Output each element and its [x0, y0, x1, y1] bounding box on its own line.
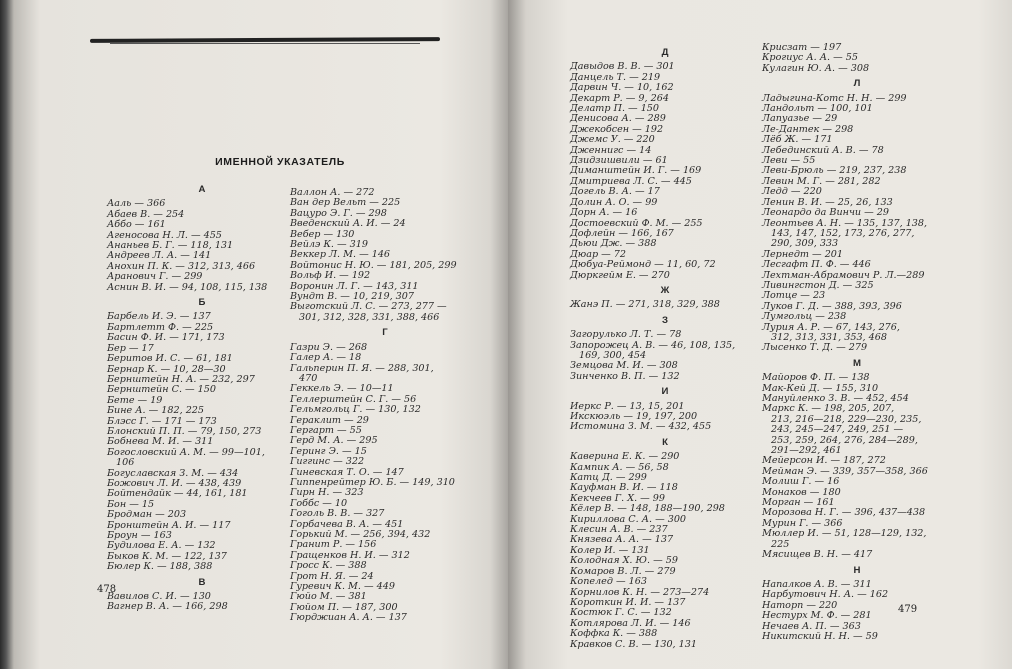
- index-entry-continuation: 225: [771, 538, 790, 550]
- index-entry: Абаев В. — 254: [107, 208, 185, 220]
- index-entry: Аббо — 161: [107, 219, 166, 231]
- index-entry: Лебединский А. В. — 78: [762, 144, 884, 156]
- decorative-rule-thin: [110, 43, 420, 44]
- index-entry: Каверина Е. К. — 290: [570, 451, 680, 463]
- index-entry: Вацуро Э. Г. — 298: [290, 207, 387, 219]
- index-entry: Вебер — 130: [290, 228, 355, 240]
- index-entry: Гросс К. — 388: [290, 560, 367, 572]
- index-entry: Ледд — 220: [762, 186, 822, 198]
- index-entry: Геллерштейн С. Г. — 56: [290, 393, 417, 405]
- index-entry: Мануйленко З. В. — 452, 454: [762, 393, 909, 404]
- index-entry: Мясищев В. Н. — 417: [762, 549, 873, 561]
- index-entry: Леви-Брюль — 219, 237, 238: [762, 165, 907, 177]
- index-entry: Катц Д. — 299: [570, 472, 647, 484]
- index-entry: Вейлэ К. — 319: [290, 239, 368, 251]
- index-entry: Гиппенрейтер Ю. Б. — 149, 310: [290, 476, 455, 488]
- index-entry: Галер А. — 18: [290, 352, 362, 364]
- index-entry: Бронштейн А. И. — 117: [107, 519, 231, 531]
- index-entry: Джемс У. — 220: [570, 134, 655, 146]
- letter-heading: И: [661, 386, 669, 398]
- index-entry: Ленин В. И. — 25, 26, 133: [762, 196, 893, 208]
- index-entry: Леонтьев А. Н. — 135, 137, 138,: [762, 217, 928, 229]
- index-entry: Клесин А. В. — 237: [570, 524, 668, 536]
- index-entry: Гельмгольц Г. — 130, 132: [290, 404, 421, 416]
- index-entry: Будилова Е. А. — 132: [107, 540, 216, 552]
- index-column-right-2: [762, 43, 952, 642]
- index-entry: Богословский А. М. — 99—101,: [107, 446, 265, 458]
- index-entry: Введенский А. И. — 24: [290, 218, 406, 230]
- index-entry-continuation: 143, 147, 152, 173, 276, 277,: [771, 227, 915, 239]
- index-entry: Вагнер В. А. — 166, 298: [107, 601, 228, 613]
- index-entry-continuation: 106: [116, 457, 135, 469]
- index-entry: Дьюи Дж. — 388: [570, 238, 657, 250]
- index-entry: Андреев Л. А. — 141: [107, 250, 212, 262]
- index-entry: Дзидзишвили — 61: [570, 155, 668, 167]
- index-entry: Беритов И. С. — 61, 181: [107, 353, 233, 365]
- index-entry: Вундт В. — 10, 219, 307: [290, 291, 414, 303]
- index-entry: Дженнигс — 14: [570, 144, 652, 156]
- index-entry: Истомина З. М. — 432, 455: [570, 421, 712, 433]
- index-entry: Горький М. — 256, 394, 432: [290, 529, 431, 540]
- index-entry: Зинченко В. П. — 132: [570, 370, 680, 382]
- index-entry: Данцель Т. — 219: [570, 71, 661, 83]
- index-entry: Крисзат — 197: [762, 42, 842, 53]
- index-entry: Ладыгина-Котс Н. Н. — 299: [762, 92, 907, 104]
- index-entry: Веккер Л. М. — 146: [290, 249, 391, 261]
- index-entry: Крогиус А. А. — 55: [762, 52, 858, 64]
- index-entry: Морозова Н. Г. — 396, 437—438: [762, 507, 926, 519]
- index-entry: Гиневская Т. О. — 147: [290, 466, 404, 478]
- index-entry: Вавилов С. И. — 130: [107, 591, 211, 603]
- index-entry: Аснин В. И. — 94, 108, 115, 138: [107, 281, 268, 293]
- index-entry: Бойтендайк — 44, 161, 181: [107, 488, 248, 500]
- index-entry: Гюрджиан А. А. — 137: [290, 612, 407, 624]
- index-entry: Дорн А. — 16: [570, 207, 638, 219]
- letter-heading: Г: [382, 327, 388, 339]
- index-entry: Бюлер К. — 188, 388: [107, 561, 213, 573]
- index-entry: Бернар К. — 10, 28—30: [107, 363, 226, 375]
- index-entry: Лехтман-Абрамович Р. Л.—289: [762, 269, 925, 281]
- index-entry: Ливингстон Д. — 325: [762, 279, 874, 291]
- index-entry: Валлон А. — 272: [290, 187, 375, 198]
- index-entry-continuation: 290, 309, 333: [771, 238, 839, 250]
- index-entry: Дофлейн — 166, 167: [570, 227, 674, 239]
- letter-heading: В: [198, 576, 206, 588]
- index-entry: Загорулько Л. Т. — 78: [570, 329, 682, 341]
- index-entry: Лапуазье — 29: [762, 113, 838, 125]
- index-entry: Аранович Г. — 299: [107, 271, 203, 283]
- index-entry: Ландольт — 100, 101: [762, 103, 873, 115]
- index-entry: Кампик А. — 56, 58: [570, 461, 669, 473]
- index-entry: Нарбутович Н. А. — 162: [762, 589, 889, 601]
- page-number-right: 479: [898, 604, 918, 615]
- index-entry: Морган — 161: [762, 497, 835, 509]
- index-entry: Гращенков Н. И. — 312: [290, 549, 410, 561]
- index-entry: Дюбуа-Реймонд — 11, 60, 72: [570, 259, 716, 271]
- index-entry: Диманштейн И. Г. — 169: [570, 165, 702, 177]
- letter-heading: Б: [198, 297, 206, 309]
- letter-heading: К: [662, 436, 668, 448]
- index-entry: Котлярова Л. И. — 146: [570, 617, 691, 629]
- index-entry: Дмитриева Л. С. — 445: [570, 175, 692, 187]
- index-entry: Ван дер Вельт — 225: [290, 197, 401, 209]
- index-entry: Бернштейн С. — 150: [107, 384, 216, 396]
- index-entry: Геринг Э. — 15: [290, 445, 367, 457]
- index-entry: Лысенко Т. Д. — 279: [762, 342, 868, 354]
- index-entry: Делатр П. — 150: [570, 103, 660, 115]
- index-entry: Кекчеев Г. Х. — 99: [570, 492, 666, 504]
- index-entry: Горбачева В. А. — 451: [290, 518, 404, 530]
- index-entry: Броун — 163: [107, 530, 172, 541]
- index-entry-continuation: 301, 312, 328, 331, 388, 466: [299, 311, 440, 323]
- index-column-left-2: [290, 188, 480, 624]
- index-entry: Жанэ П. — 271, 318, 329, 388: [570, 299, 720, 311]
- index-entry: Гирн Н. — 323: [290, 487, 364, 499]
- index-entry-continuation: 312, 313, 331, 353, 468: [771, 331, 887, 343]
- index-entry: Монаков — 180: [762, 486, 841, 498]
- index-entry: Маркс К. — 198, 205, 207,: [762, 403, 895, 415]
- index-entry: Коффка К. — 388: [570, 628, 658, 640]
- index-entry: Джекобсен — 192: [570, 123, 664, 135]
- index-entry: Ле-Дантек — 298: [762, 123, 854, 135]
- index-entry: Мак-Кей Д. — 155, 310: [762, 382, 879, 394]
- index-entry: Леви — 55: [762, 155, 816, 167]
- index-entry: Бродман — 203: [107, 509, 187, 521]
- index-entry: Бобнева М. И. — 311: [107, 436, 214, 448]
- index-entry-continuation: 243, 245—247, 249, 251 —: [771, 424, 904, 436]
- index-entry: Князева А. А. — 137: [570, 534, 674, 546]
- index-entry: Выготский Л. С. — 273, 277 —: [290, 301, 447, 313]
- index-entry: Кириллова С. А. — 300: [570, 513, 687, 525]
- index-entry: Газри Э. — 268: [290, 341, 368, 353]
- index-entry: Лернедт — 201: [762, 248, 844, 260]
- index-entry: Воронин Л. Г. — 143, 311: [290, 280, 419, 292]
- index-entry: Колер И. — 131: [570, 544, 650, 556]
- index-entry: Левин М. Г. — 281, 282: [762, 175, 881, 187]
- index-entry: Барбель И. Э. — 137: [107, 311, 211, 323]
- index-entry: Иеркс Р. — 13, 15, 201: [570, 400, 685, 412]
- index-entry: Нечаев А. П. — 363: [762, 620, 861, 632]
- index-entry: Достоевский Ф. М. — 255: [570, 217, 703, 229]
- index-entry: Дарвин Ч. — 10, 162: [570, 82, 674, 94]
- letter-heading: М: [853, 357, 861, 369]
- index-entry: Напалков А. В. — 311: [762, 578, 872, 590]
- letter-heading: Н: [853, 564, 861, 576]
- index-entry: Бине А. — 182, 225: [107, 405, 205, 417]
- index-entry: Кравков С. В. — 130, 131: [570, 638, 697, 650]
- page-title: ИМЕННОЙ УКАЗАТЕЛЬ: [215, 156, 345, 168]
- index-entry: Мейман Э. — 339, 357—358, 366: [762, 465, 928, 477]
- index-entry: Бон — 15: [107, 498, 155, 510]
- index-entry: Гераклит — 29: [290, 414, 369, 426]
- index-entry: Быков К. М. — 122, 137: [107, 550, 227, 562]
- index-entry: Костюк Г. С. — 132: [570, 607, 672, 619]
- index-entry: Войтонис Н. Ю. — 181, 205, 299: [290, 259, 457, 271]
- index-entry: Леонардо да Винчи — 29: [762, 207, 889, 219]
- page-number-left: 478: [97, 584, 117, 595]
- index-entry: Ааль — 366: [107, 198, 166, 210]
- index-entry: Бер — 17: [107, 342, 154, 354]
- index-entry: Дюркгейм Е. — 270: [570, 269, 670, 281]
- index-entry: Мюллер И. — 51, 128—129, 132,: [762, 528, 927, 540]
- index-entry: Бартлетт Ф. — 225: [107, 321, 214, 333]
- index-entry: Геккель Э. — 10—11: [290, 383, 394, 395]
- index-entry: Блэсс Г. — 171 — 173: [107, 415, 217, 427]
- index-entry: Герд М. А. — 295: [290, 435, 378, 447]
- letter-heading: З: [661, 314, 668, 326]
- index-entry: Гюйом П. — 187, 300: [290, 601, 398, 613]
- index-entry: Икскюэль — 19, 197, 200: [570, 411, 698, 422]
- letter-heading: Ж: [660, 284, 670, 296]
- index-entry: Анохин П. К. — 312, 313, 466: [107, 260, 256, 272]
- index-column-left-1: [107, 180, 297, 613]
- index-entry: Басин Ф. И. — 171, 173: [107, 332, 225, 344]
- index-entry-continuation: 213, 216—218, 229—230, 235,: [771, 413, 922, 425]
- index-entry: Кауфман В. И. — 118: [570, 482, 678, 494]
- index-entry: Гоголь В. В. — 327: [290, 508, 385, 520]
- index-entry: Колодная Х. Ю. — 59: [570, 555, 678, 567]
- index-entry: Гальперин П. Я. — 288, 301,: [290, 362, 434, 374]
- letter-heading: Л: [853, 78, 861, 90]
- index-column-right-1: [570, 43, 760, 650]
- index-entry: Догель В. А. — 17: [570, 186, 660, 198]
- index-entry: Гиггинс — 322: [290, 456, 365, 468]
- index-entry: Кулагин Ю. А. — 308: [762, 62, 870, 74]
- index-entry: Мурин Г. — 366: [762, 517, 843, 529]
- index-entry: Корнилов К. Н. — 273—274: [570, 586, 710, 598]
- index-entry: Гранит Р. — 156: [290, 539, 377, 551]
- index-entry: Копелед — 163: [570, 576, 647, 588]
- index-entry: Вольф И. — 192: [290, 270, 371, 282]
- index-entry: Дюар — 72: [570, 248, 627, 260]
- index-entry: Лумгольц — 238: [762, 311, 847, 323]
- index-entry: Майоров Ф. П. — 138: [762, 372, 870, 384]
- index-entry: Блонский П. П. — 79, 150, 273: [107, 425, 262, 437]
- index-entry: Нестурх М. Ф. — 281: [762, 610, 872, 622]
- index-entry: Мейерсон И. — 187, 272: [762, 455, 886, 467]
- letter-heading: Д: [661, 47, 669, 58]
- index-entry: Агеносова Н. Л. — 455: [107, 229, 222, 241]
- right-page: [508, 0, 1012, 669]
- index-entry: Долин А. О. — 99: [570, 196, 658, 208]
- index-entry: Гоббс — 10: [290, 497, 348, 509]
- index-entry: Лёб Ж. — 171: [762, 134, 833, 146]
- index-entry-continuation: 253, 259, 264, 276, 284—289,: [771, 434, 918, 446]
- index-entry: Денисова А. — 289: [570, 113, 666, 125]
- index-entry: Давыдов В. В. — 301: [570, 61, 675, 73]
- index-entry: Комаров В. Л. — 279: [570, 565, 676, 577]
- index-entry: Гуревич К. М. — 449: [290, 581, 395, 593]
- index-entry: Ананьев Б. Г. — 118, 131: [107, 240, 234, 252]
- index-entry: Наторп — 220: [762, 599, 838, 611]
- index-entry: Бете — 19: [107, 394, 163, 406]
- index-entry: Короткин И. И. — 137: [570, 596, 686, 608]
- index-entry: Молиш Г. — 16: [762, 476, 840, 488]
- index-entry: Лотце — 23: [762, 290, 826, 302]
- index-entry: Декарт Р. — 9, 264: [570, 92, 669, 104]
- index-entry-continuation: 470: [299, 372, 318, 384]
- index-entry: Гюйо М. — 381: [290, 591, 367, 603]
- index-entry: Грот Н. Я. — 24: [290, 570, 374, 582]
- index-entry: Богуславская З. М. — 434: [107, 467, 239, 479]
- index-entry: Луков Г. Д. — 388, 393, 396: [762, 300, 902, 312]
- index-entry: Запорожец А. В. — 46, 108, 135,: [570, 339, 736, 351]
- index-entry-continuation: 291—292, 461: [771, 445, 842, 457]
- index-entry: Гергарт — 55: [290, 424, 362, 436]
- index-entry: Земцова М. И. — 308: [570, 360, 678, 372]
- index-entry: Божович Л. И. — 438, 439: [107, 477, 242, 489]
- index-entry: Никитский Н. Н. — 59: [762, 630, 878, 642]
- index-entry: Бернштейн Н. А. — 232, 297: [107, 373, 255, 385]
- letter-heading: А: [198, 184, 206, 195]
- index-entry-continuation: 169, 300, 454: [579, 349, 647, 361]
- index-entry: Лесгафт П. Ф. — 446: [762, 259, 871, 271]
- index-entry: Кёлер В. — 148, 188—190, 298: [570, 503, 725, 515]
- index-entry: Лурия А. Р. — 67, 143, 276,: [762, 321, 900, 333]
